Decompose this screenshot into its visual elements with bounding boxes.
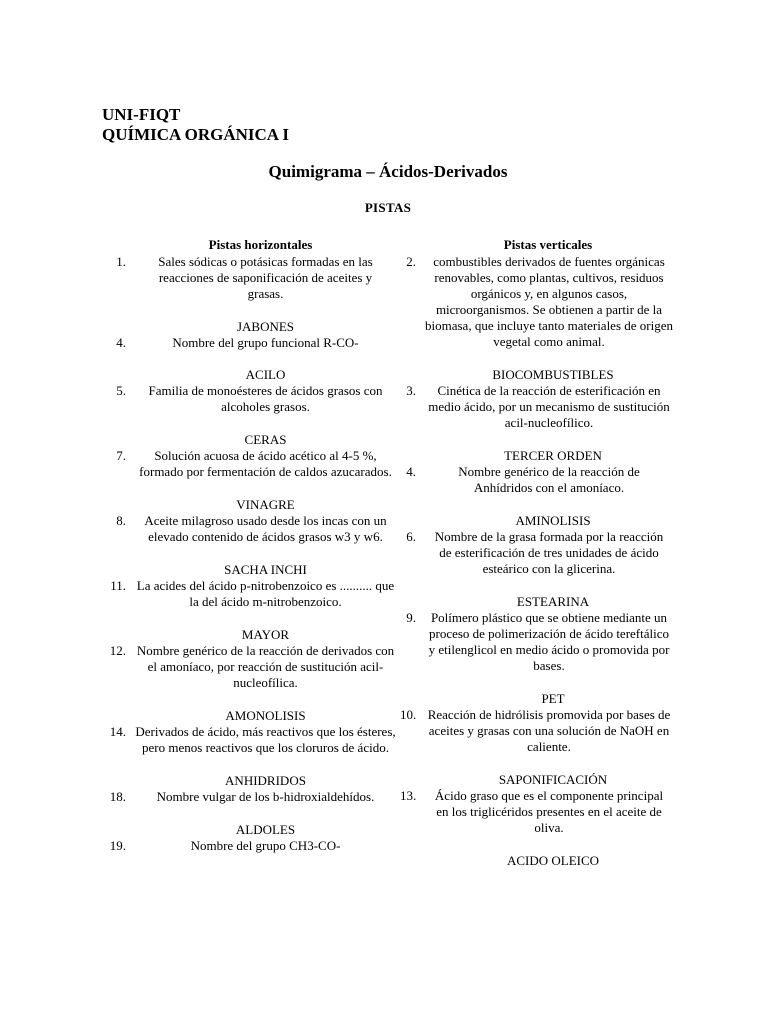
clue-answer: PET [541,691,565,706]
clue-answer: SAPONIFICACIÓN [498,772,608,787]
clue-number: 6. [406,529,416,544]
clue-item [102,335,399,351]
clue-number: 18. [109,789,126,804]
clue-number: 14. [109,724,126,739]
clue-number: 11. [110,578,126,593]
clue-item [400,464,676,496]
clue-item [400,788,676,836]
clue-answer: ANHIDRIDOS [225,773,306,788]
clue-text: La acides del ácido p-nitrobenzoico es .......... que la del ácido m-nitrobenzoico. [136,578,395,609]
clue-text: Polímero plástico que se obtiene mediante un proceso de polimerización de ácido tereftálico y etilenglicol en medio ácido o promovida por bases. [428,610,670,673]
clue-text: Ácido graso que es el componente principal en los triglicéridos presentes en el aceite de oliva. [434,788,664,835]
clue-text: Nombre genérico de la reacción de derivados con el amoníaco, por reacción de sustitución acil-nucleofílica. [136,643,395,690]
clue-answer: ACILO [245,367,286,382]
clue-number: 10. [400,707,417,722]
clue-text: combustibles derivados de fuentes orgánicas renovables, como plantas, cultivos, residuos orgánicos y, en algunos casos, microorganismos. Se obtienen a partir de la biomasa, que incluye tanto materiales de origen vegetal como animal. [425,254,673,349]
clue-number: 19. [109,838,126,853]
clue-text: Cinética de la reacción de esterificación en medio ácido, por un mecanismo de sustitución acil-nucleofílico. [428,383,670,430]
clue-text: Reacción de hidrólisis promovida por bases de aceites y grasas con una solución de NaOH en caliente. [427,707,671,754]
clue-number: 12. [109,643,126,658]
clue-answer: ESTEARINA [516,594,590,609]
clue-number: 4. [116,335,126,350]
clue-item [400,383,676,431]
course-header [102,105,289,145]
clue-text: Nombre de la grasa formada por la reacción de esterificación de tres unidades de ácido esteárico con la glicerina. [434,529,664,576]
clue-item [400,254,676,350]
clue-answer: CERAS [244,432,287,447]
vertical-clues-column [400,237,676,869]
clue-item [102,513,399,545]
clue-answer: AMONOLISIS [225,708,306,723]
clue-answer: VINAGRE [236,497,295,512]
clue-number: 9. [406,610,416,625]
horizontal-heading: Pistas horizontales [208,237,313,252]
clue-item [400,610,676,674]
vertical-heading: Pistas verticales [503,237,593,252]
clue-answer: SACHA INCHI [224,562,307,577]
clue-item [102,254,399,302]
clue-number: 2. [406,254,416,269]
clue-answer: AMINOLISIS [515,513,591,528]
clue-item [102,838,399,854]
clue-item [102,578,399,610]
clue-number: 3. [406,383,416,398]
horizontal-clues-column [102,237,399,854]
course-name: QUÍMICA ORGÁNICA I [102,125,290,144]
clue-number: 7. [116,448,126,463]
clue-item [102,448,399,480]
section-subtitle: PISTAS [364,200,412,215]
clue-number: 13. [400,788,417,803]
page-title: Quimigrama – Ácidos-Derivados [268,162,508,181]
clue-text: Nombre del grupo CH3-CO- [190,838,341,853]
clue-item [400,707,676,755]
clue-item [102,643,399,691]
clue-item [102,789,399,805]
clue-text: Nombre genérico de la reacción de Anhídridos con el amoníaco. [458,464,640,495]
clue-answer: BIOCOMBUSTIBLES [492,367,614,382]
clue-item [102,724,399,756]
clue-text: Familia de monoésteres de ácidos grasos con alcoholes grasos. [148,383,383,414]
clue-answer: MAYOR [241,627,290,642]
institution-label: UNI-FIQT [102,105,181,124]
clue-text: Nombre del grupo funcional R-CO- [172,335,359,350]
clue-text: Aceite milagroso usado desde los incas con un elevado contenido de ácidos grasos w3 y w6. [144,513,387,544]
clue-answer: TERCER ORDEN [504,448,602,463]
clue-number: 1. [116,254,126,269]
clue-number: 8. [116,513,126,528]
clue-number: 4. [406,464,416,479]
clue-text: Solución acuosa de ácido acético al 4-5 %, formado por fermentación de caldos azucarados. [139,448,392,479]
clue-answer: JABONES [236,319,295,334]
clue-text: Derivados de ácido, más reactivos que los ésteres, pero menos reactivos que los cloruros de ácido. [135,724,396,755]
clue-text: Sales sódicas o potásicas formadas en las reacciones de saponificación de aceites y grasas. [158,254,373,301]
clue-number: 5. [116,383,126,398]
clue-item [400,529,676,577]
clue-text: Nombre vulgar de los b-hidroxialdehídos. [156,789,375,804]
clue-answer: ACIDO OLEICO [506,853,600,868]
clue-item [102,383,399,415]
clue-answer: ALDOLES [235,822,296,837]
